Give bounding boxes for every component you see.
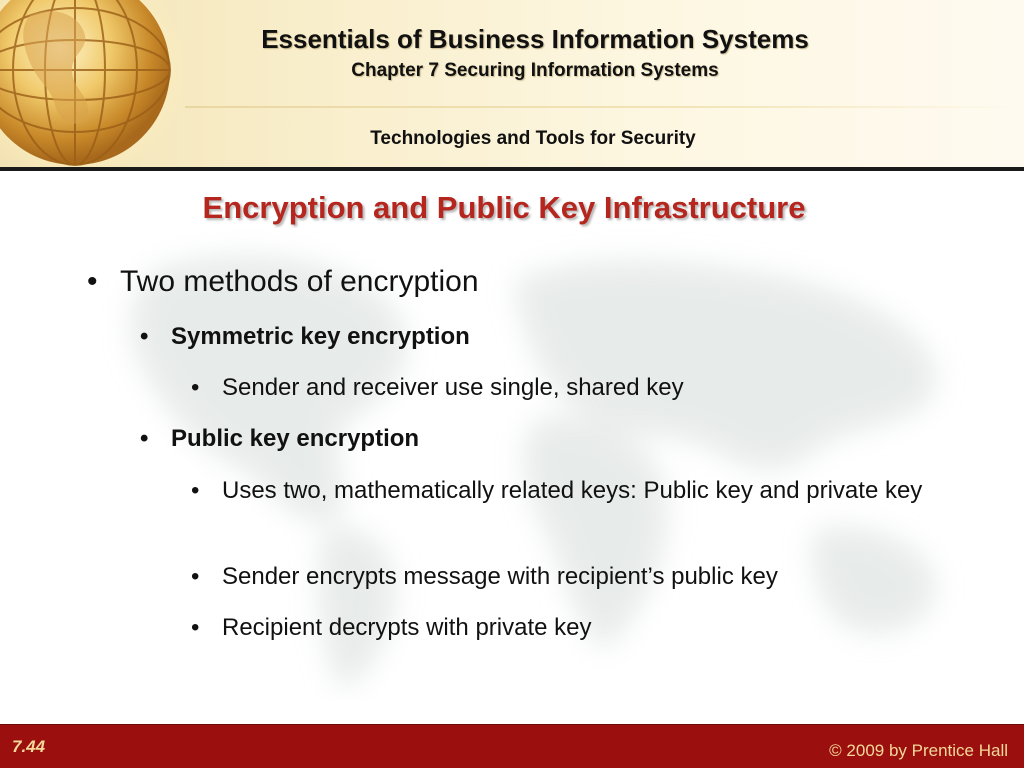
bullet-marker: •: [191, 563, 200, 590]
bullet-text: Uses two, mathematically related keys: Public key and private key: [222, 477, 923, 504]
slide-number: 7.44: [12, 737, 46, 756]
bullet-marker: •: [140, 425, 149, 452]
bullet-text: Symmetric key encryption: [171, 323, 470, 350]
bullet-level3-item: [191, 474, 931, 508]
bullet-level3-item: [191, 371, 931, 405]
bullet-marker: •: [87, 265, 98, 298]
bullet-marker: •: [191, 477, 200, 504]
header-divider: [185, 106, 1024, 108]
slide-header: [0, 0, 1024, 170]
bullet-marker: •: [191, 374, 200, 401]
course-title: Essentials of Business Information Systems: [261, 24, 809, 54]
bullet-level2-item: [140, 425, 920, 453]
slide-title: Encryption and Public Key Infrastructure: [202, 190, 806, 225]
bullet-level3-item: [191, 560, 931, 594]
bullet-text: Recipient decrypts with private key: [222, 614, 592, 641]
bullet-text: Public key encryption: [171, 425, 420, 452]
bullet-text: Sender encrypts message with recipient’s public key: [222, 563, 778, 590]
chapter-title: Chapter 7 Securing Information Systems: [351, 60, 719, 81]
bullet-marker: •: [140, 323, 149, 350]
bullet-level3-item: [191, 611, 931, 645]
slide-footer: [0, 724, 1024, 768]
bullet-level1-item: [87, 265, 887, 299]
header-bottom-rule: [0, 167, 1024, 171]
copyright-notice: © 2009 by Prentice Hall: [829, 741, 1008, 760]
section-title: Technologies and Tools for Security: [370, 128, 696, 149]
bullet-text: Two methods of encryption: [120, 265, 479, 298]
bullet-text: Sender and receiver use single, shared key: [222, 374, 684, 401]
bullet-marker: •: [191, 614, 200, 641]
bullet-level2-item: [140, 323, 920, 351]
